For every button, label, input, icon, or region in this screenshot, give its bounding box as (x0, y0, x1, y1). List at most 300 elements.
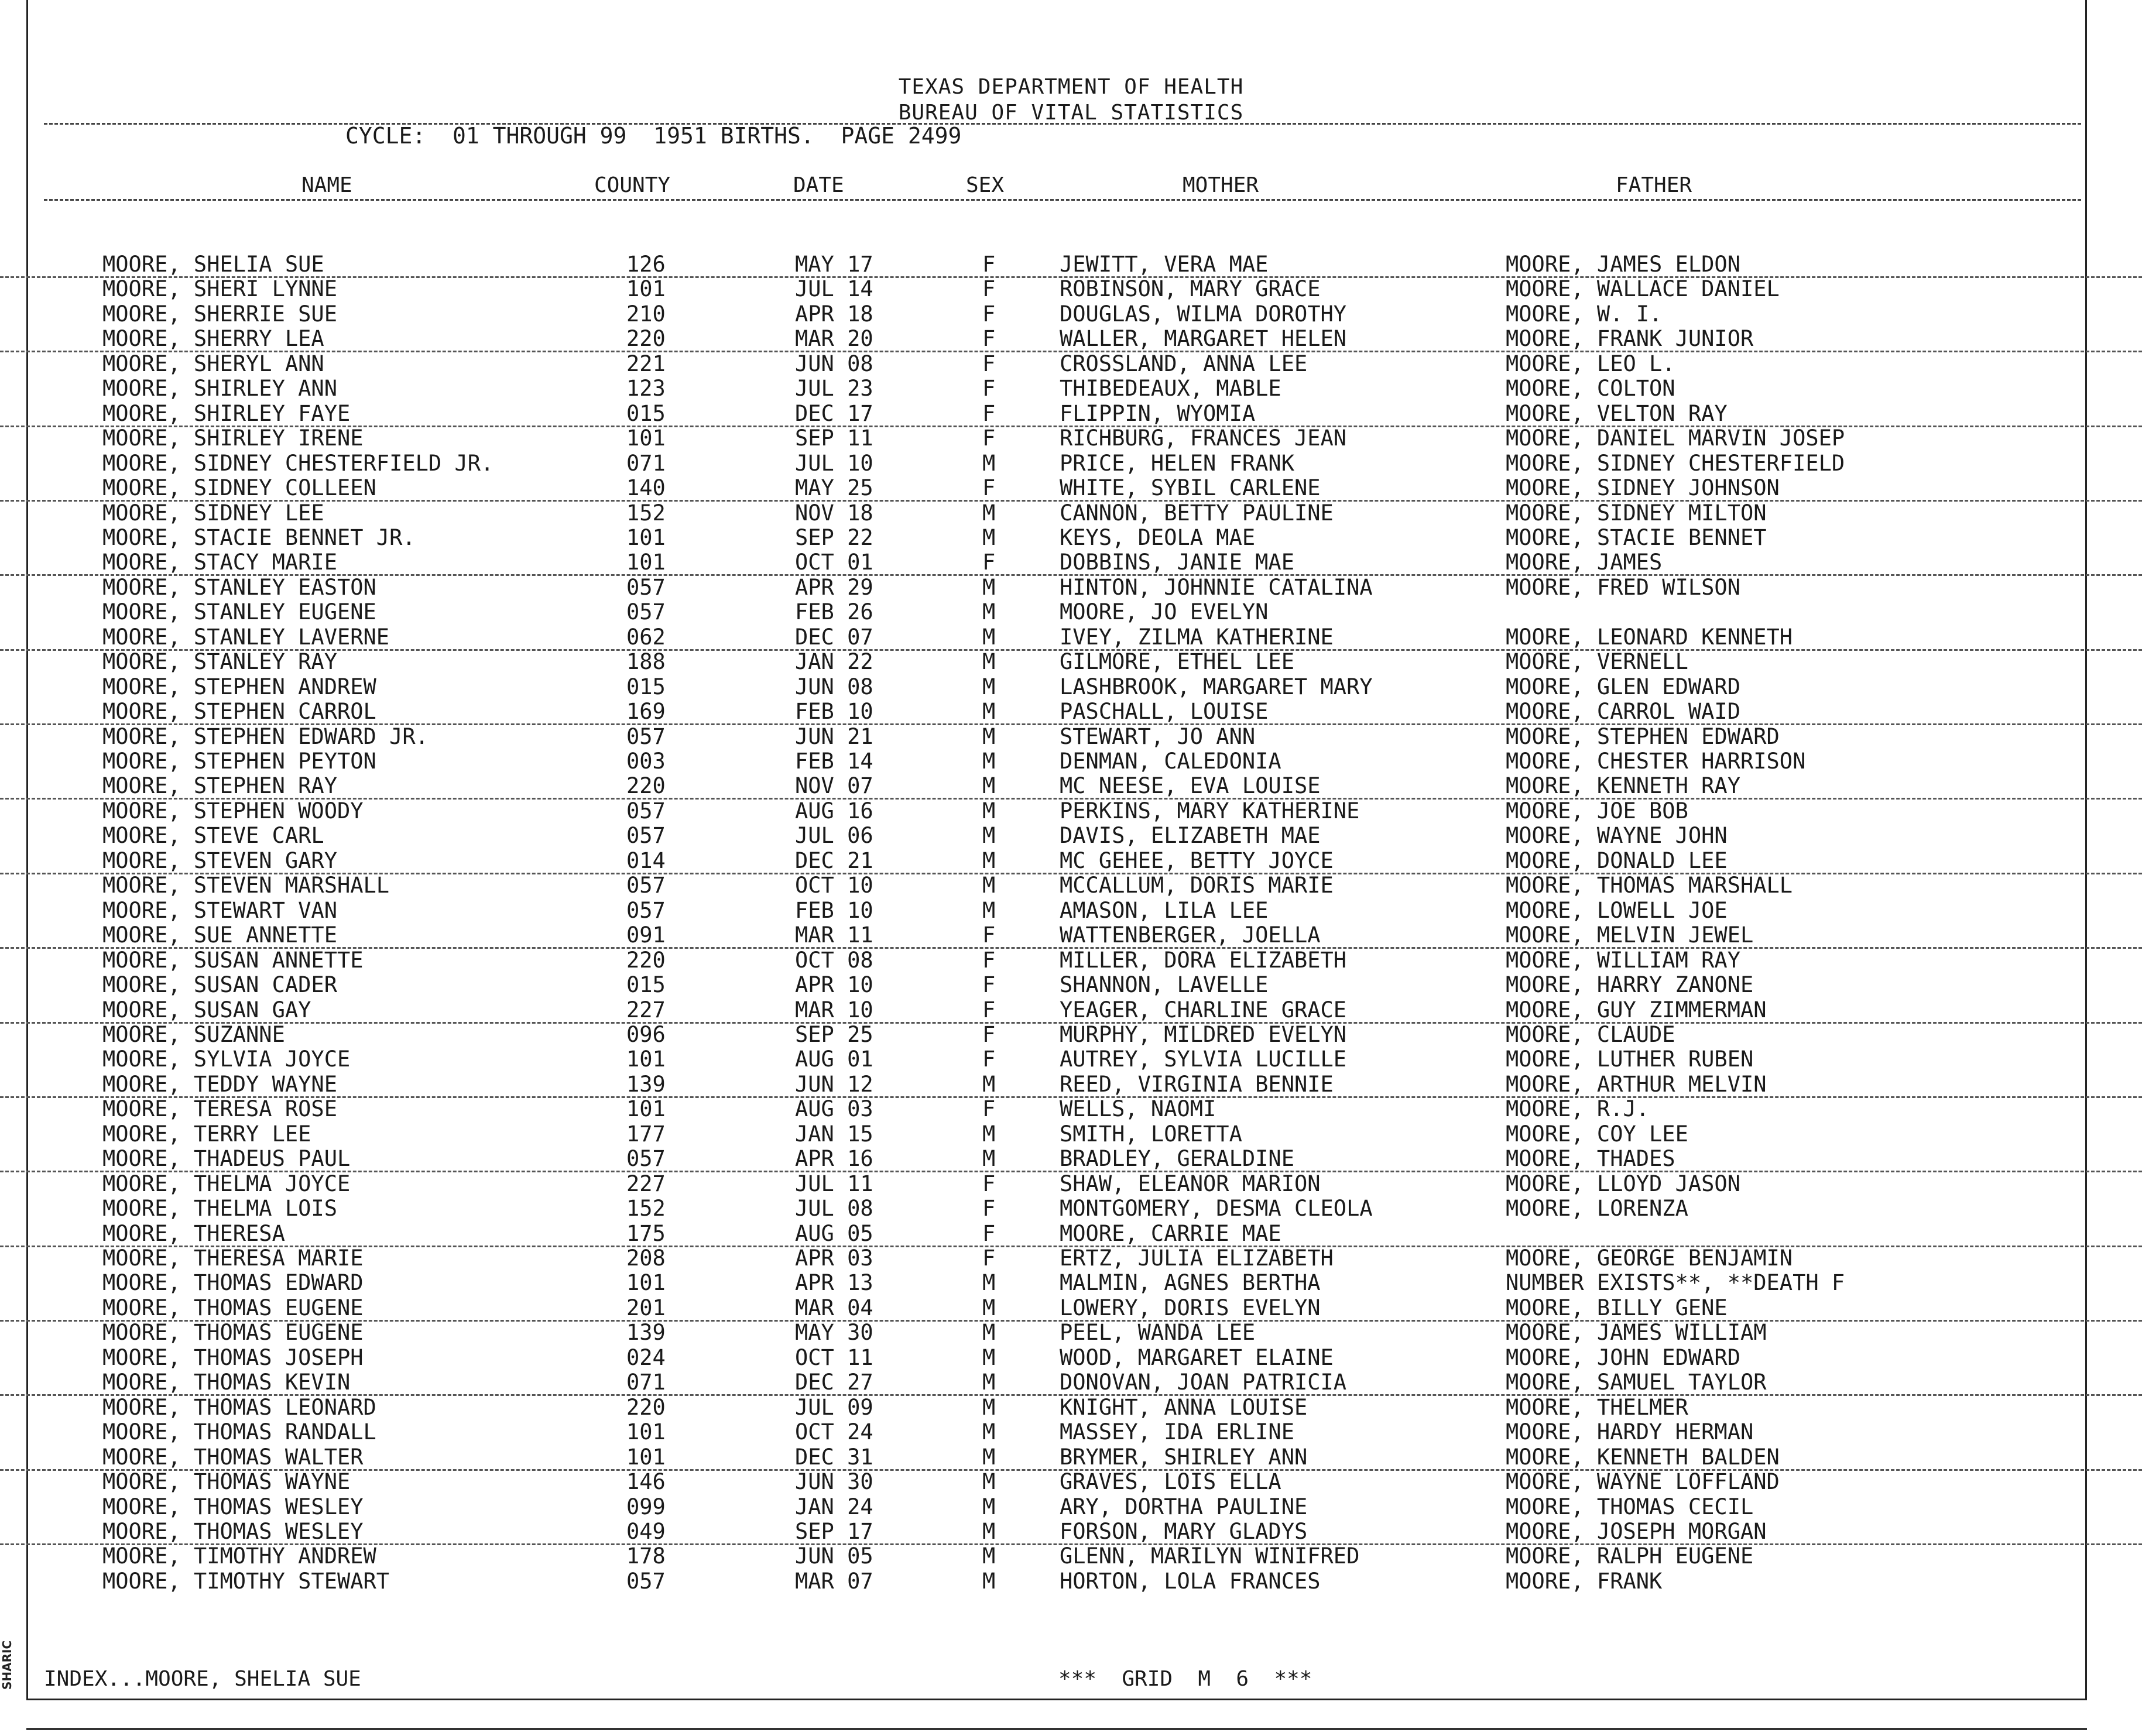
cell-name: MOORE, THOMAS LEONARD (102, 1395, 376, 1420)
cell-sex: M (982, 1295, 996, 1320)
cell-date: JUL 11 (795, 1171, 873, 1196)
cell-mother: DOBBINS, JANIE MAE (1060, 550, 1294, 575)
cell-county: 003 (626, 749, 666, 774)
column-header-rule (44, 199, 2081, 201)
cell-mother: DONOVAN, JOAN PATRICIA (1060, 1370, 1347, 1395)
cell-date: SEP 22 (795, 525, 873, 550)
table-row (0, 1370, 2142, 1396)
cell-name: MOORE, THOMAS WESLEY (102, 1519, 364, 1544)
cell-name: MOORE, SIDNEY CHESTERFIELD JR. (102, 451, 494, 476)
cell-county: 227 (626, 1171, 666, 1196)
cell-date: APR 10 (795, 972, 873, 997)
cell-county: 101 (626, 1419, 666, 1445)
cell-sex: M (982, 823, 996, 848)
cell-father: MOORE, LUTHER RUBEN (1506, 1047, 1754, 1072)
cell-father: MOORE, WAYNE LOFFLAND (1506, 1469, 1780, 1494)
cell-mother: GILMORE, ETHEL LEE (1060, 649, 1294, 674)
cell-sex: M (982, 500, 996, 526)
cell-name: MOORE, STEPHEN CARROL (102, 699, 376, 724)
cell-mother: LASHBROOK, MARGARET MARY (1060, 674, 1373, 699)
cell-sex: F (982, 475, 996, 500)
cell-mother: MC GEHEE, BETTY JOYCE (1060, 848, 1334, 873)
cell-mother: AMASON, LILA LEE (1060, 898, 1269, 923)
cell-date: APR 03 (795, 1246, 873, 1271)
cell-mother: MURPHY, MILDRED EVELYN (1060, 1022, 1347, 1047)
cell-sex: M (982, 1419, 996, 1445)
cell-sex: F (982, 401, 996, 426)
cell-county: 057 (626, 898, 666, 923)
cell-name: MOORE, STANLEY EUGENE (102, 599, 376, 625)
table-row (0, 674, 2142, 699)
cell-father: MOORE, VELTON RAY (1506, 401, 1728, 426)
cell-name: MOORE, STEPHEN RAY (102, 773, 337, 798)
cell-date: JUN 08 (795, 674, 873, 699)
cell-mother: HORTON, LOLA FRANCES (1060, 1569, 1321, 1594)
cell-county: 099 (626, 1494, 666, 1519)
cell-date: FEB 14 (795, 749, 873, 774)
cell-sex: M (982, 724, 996, 749)
cell-date: NOV 07 (795, 773, 873, 798)
cell-name: MOORE, THOMAS EUGENE (102, 1320, 364, 1345)
cell-name: MOORE, THELMA JOYCE (102, 1171, 351, 1196)
table-row (0, 426, 2142, 450)
cell-father: MOORE, LEONARD KENNETH (1506, 625, 1793, 650)
cell-father: MOORE, RALPH EUGENE (1506, 1543, 1754, 1569)
cell-date: JUL 06 (795, 823, 873, 848)
cell-sex: M (982, 599, 996, 625)
cell-mother: SMITH, LORETTA (1060, 1121, 1242, 1147)
cell-name: MOORE, THOMAS KEVIN (102, 1370, 351, 1395)
cell-county: 101 (626, 1445, 666, 1470)
cell-sex: M (982, 1121, 996, 1147)
cell-father: MOORE, SIDNEY MILTON (1506, 500, 1767, 526)
cell-name: MOORE, STEWART VAN (102, 898, 337, 923)
cell-sex: M (982, 798, 996, 824)
cell-father: MOORE, WAYNE JOHN (1506, 823, 1728, 848)
cell-county: 101 (626, 1270, 666, 1295)
cell-father: MOORE, KENNETH RAY (1506, 773, 1740, 798)
cell-sex: M (982, 699, 996, 724)
cell-name: MOORE, STEPHEN ANDREW (102, 674, 376, 699)
cell-date: OCT 24 (795, 1419, 873, 1445)
cell-mother: REED, VIRGINIA BENNIE (1060, 1072, 1334, 1097)
cell-mother: HINTON, JOHNNIE CATALINA (1060, 575, 1373, 600)
cell-county: 057 (626, 798, 666, 824)
table-row (0, 922, 2142, 949)
cell-mother: WOOD, MARGARET ELAINE (1060, 1345, 1334, 1370)
cell-county: 221 (626, 351, 666, 376)
footer-grid: *** GRID M 6 *** (1058, 1667, 1312, 1691)
cell-name: MOORE, STEVEN GARY (102, 848, 337, 873)
table-row (0, 997, 2142, 1024)
cell-date: JUL 08 (795, 1196, 873, 1221)
cell-date: JUN 21 (795, 724, 873, 749)
cell-county: 091 (626, 922, 666, 948)
cell-date: MAY 25 (795, 475, 873, 500)
cell-date: MAR 07 (795, 1569, 873, 1594)
cell-father: MOORE, FRANK (1506, 1569, 1663, 1594)
cell-date: DEC 27 (795, 1370, 873, 1395)
cell-sex: F (982, 1221, 996, 1246)
cell-father: MOORE, COY LEE (1506, 1121, 1688, 1147)
cell-mother: IVEY, ZILMA KATHERINE (1060, 625, 1334, 650)
cell-date: APR 29 (795, 575, 873, 600)
cell-date: MAR 04 (795, 1295, 873, 1320)
cell-county: 126 (626, 252, 666, 277)
cell-county: 123 (626, 376, 666, 401)
side-stamp: SHARIC (0, 1640, 14, 1690)
cell-county: 057 (626, 1569, 666, 1594)
cell-name: MOORE, SUSAN GAY (102, 997, 311, 1023)
table-row (0, 699, 2142, 725)
cell-sex: F (982, 326, 996, 351)
cell-father: MOORE, FRANK JUNIOR (1506, 326, 1754, 351)
cell-name: MOORE, SUZANNE (102, 1022, 285, 1047)
table-row (0, 848, 2142, 874)
cell-father: MOORE, KENNETH BALDEN (1506, 1445, 1780, 1470)
cell-mother: FORSON, MARY GLADYS (1060, 1519, 1308, 1544)
cell-sex: F (982, 376, 996, 401)
cell-mother: BRADLEY, GERALDINE (1060, 1146, 1294, 1171)
cell-date: OCT 01 (795, 550, 873, 575)
cell-mother: WATTENBERGER, JOELLA (1060, 922, 1321, 948)
cell-mother: MCCALLUM, DORIS MARIE (1060, 873, 1334, 898)
cell-date: SEP 17 (795, 1519, 873, 1544)
cell-name: MOORE, STANLEY EASTON (102, 575, 376, 600)
cell-county: 096 (626, 1022, 666, 1047)
cell-name: MOORE, SHERYL ANN (102, 351, 324, 376)
cell-date: JUN 05 (795, 1543, 873, 1569)
cell-date: DEC 21 (795, 848, 873, 873)
cell-name: MOORE, THOMAS RANDALL (102, 1419, 376, 1445)
table-row (0, 1519, 2142, 1545)
header-agency: TEXAS DEPARTMENT OF HEALTH (898, 75, 1244, 99)
cell-name: MOORE, SUE ANNETTE (102, 922, 337, 948)
cell-sex: M (982, 1445, 996, 1470)
cell-name: MOORE, SHIRLEY IRENE (102, 426, 364, 451)
table-row (0, 252, 2142, 278)
cell-father: MOORE, JAMES ELDON (1506, 252, 1740, 277)
cell-date: JAN 22 (795, 649, 873, 674)
cell-sex: F (982, 550, 996, 575)
cell-county: 101 (626, 525, 666, 550)
table-row (0, 1121, 2142, 1146)
cell-date: APR 13 (795, 1270, 873, 1295)
cell-county: 101 (626, 426, 666, 451)
cell-mother: WHITE, SYBIL CARLENE (1060, 475, 1321, 500)
table-row (0, 401, 2142, 427)
col-header-name: NAME (301, 173, 352, 197)
table-row (0, 1221, 2142, 1247)
cell-county: 139 (626, 1320, 666, 1345)
cell-county: 101 (626, 550, 666, 575)
cell-date: JUL 14 (795, 276, 873, 301)
cell-county: 220 (626, 1395, 666, 1420)
cell-father: MOORE, GLEN EDWARD (1506, 674, 1740, 699)
col-header-date: DATE (793, 173, 844, 197)
table-row (0, 898, 2142, 922)
cell-mother: YEAGER, CHARLINE GRACE (1060, 997, 1347, 1023)
table-row (0, 1395, 2142, 1419)
cell-sex: M (982, 1543, 996, 1569)
table-row (0, 873, 2142, 897)
cell-county: 101 (626, 1047, 666, 1072)
table-row (0, 500, 2142, 525)
cell-date: JUN 08 (795, 351, 873, 376)
cell-county: 210 (626, 301, 666, 327)
cell-county: 057 (626, 873, 666, 898)
cell-father: MOORE, STACIE BENNET (1506, 525, 1767, 550)
cell-mother: PASCHALL, LOUISE (1060, 699, 1269, 724)
cell-name: MOORE, STEPHEN WOODY (102, 798, 364, 824)
cell-county: 201 (626, 1295, 666, 1320)
cell-county: 057 (626, 724, 666, 749)
cell-father: MOORE, W. I. (1506, 301, 1663, 327)
cell-county: 175 (626, 1221, 666, 1246)
cell-father: MOORE, DONALD LEE (1506, 848, 1728, 873)
cell-sex: F (982, 276, 996, 301)
cell-mother: DENMAN, CALEDONIA (1060, 749, 1281, 774)
cell-mother: ARY, DORTHA PAULINE (1060, 1494, 1308, 1519)
cell-father: MOORE, LLOYD JASON (1506, 1171, 1740, 1196)
cell-father: MOORE, STEPHEN EDWARD (1506, 724, 1780, 749)
cell-date: DEC 31 (795, 1445, 873, 1470)
cell-county: 024 (626, 1345, 666, 1370)
cell-sex: F (982, 922, 996, 948)
cell-name: MOORE, THADEUS PAUL (102, 1146, 351, 1171)
cell-sex: M (982, 749, 996, 774)
cell-county: 071 (626, 1370, 666, 1395)
bottom-rule (26, 1728, 2087, 1730)
cell-father: MOORE, R.J. (1506, 1096, 1650, 1121)
cell-sex: M (982, 1072, 996, 1097)
cell-mother: PERKINS, MARY KATHERINE (1060, 798, 1360, 824)
cell-father: MOORE, COLTON (1506, 376, 1675, 401)
table-row (0, 649, 2142, 674)
cell-sex: M (982, 1569, 996, 1594)
cell-county: 152 (626, 500, 666, 526)
cell-father: MOORE, WALLACE DANIEL (1506, 276, 1780, 301)
cell-sex: M (982, 525, 996, 550)
cell-mother: SHANNON, LAVELLE (1060, 972, 1269, 997)
cell-father: MOORE, JAMES (1506, 550, 1663, 575)
cell-sex: F (982, 426, 996, 451)
cell-date: JUL 09 (795, 1395, 873, 1420)
cell-name: MOORE, STANLEY RAY (102, 649, 337, 674)
cell-mother: ROBINSON, MARY GRACE (1060, 276, 1321, 301)
cell-name: MOORE, STANLEY LAVERNE (102, 625, 390, 650)
col-header-county: COUNTY (594, 173, 671, 197)
cell-name: MOORE, SUSAN CADER (102, 972, 337, 997)
cell-father: MOORE, CARROL WAID (1506, 699, 1740, 724)
cell-sex: M (982, 873, 996, 898)
table-row (0, 376, 2142, 400)
cell-mother: KNIGHT, ANNA LOUISE (1060, 1395, 1308, 1420)
table-row (0, 823, 2142, 848)
cell-father: MOORE, LEO L. (1506, 351, 1675, 376)
cell-sex: M (982, 1469, 996, 1494)
cell-name: MOORE, THOMAS WALTER (102, 1445, 364, 1470)
table-row (0, 1270, 2142, 1295)
table-row (0, 749, 2142, 773)
cell-date: JUL 23 (795, 376, 873, 401)
cell-county: 220 (626, 326, 666, 351)
table-row (0, 798, 2142, 823)
cell-date: JAN 15 (795, 1121, 873, 1147)
table-row (0, 948, 2142, 972)
cell-name: MOORE, STEVEN MARSHALL (102, 873, 390, 898)
header-bureau: BUREAU OF VITAL STATISTICS (898, 101, 1244, 125)
cell-sex: M (982, 898, 996, 923)
cell-date: APR 18 (795, 301, 873, 327)
cell-date: AUG 05 (795, 1221, 873, 1246)
cell-sex: M (982, 1519, 996, 1544)
cell-county: 015 (626, 972, 666, 997)
cell-date: JUL 10 (795, 451, 873, 476)
cell-name: MOORE, TERESA ROSE (102, 1096, 337, 1121)
cell-father: MOORE, HARRY ZANONE (1506, 972, 1754, 997)
cell-mother: GRAVES, LOIS ELLA (1060, 1469, 1281, 1494)
cell-mother: LOWERY, DORIS EVELYN (1060, 1295, 1321, 1320)
cell-father: MOORE, DANIEL MARVIN JOSEP (1506, 426, 1845, 451)
cell-county: 057 (626, 823, 666, 848)
cell-father: MOORE, GUY ZIMMERMAN (1506, 997, 1767, 1023)
table-row (0, 326, 2142, 352)
cell-father: MOORE, JOE BOB (1506, 798, 1688, 824)
cell-sex: F (982, 1022, 996, 1047)
cell-date: JUN 30 (795, 1469, 873, 1494)
cell-father: MOORE, LOWELL JOE (1506, 898, 1728, 923)
cell-sex: F (982, 1246, 996, 1271)
cell-father: MOORE, HARDY HERMAN (1506, 1419, 1754, 1445)
cell-sex: M (982, 575, 996, 600)
cell-county: 152 (626, 1196, 666, 1221)
cell-date: SEP 25 (795, 1022, 873, 1047)
cell-sex: M (982, 1395, 996, 1420)
cell-name: MOORE, SHELIA SUE (102, 252, 324, 277)
table-row (0, 351, 2142, 376)
table-row (0, 475, 2142, 502)
col-header-sex: SEX (966, 173, 1005, 197)
cell-county: 188 (626, 649, 666, 674)
cell-name: MOORE, SHERRIE SUE (102, 301, 337, 327)
cell-father: MOORE, FRED WILSON (1506, 575, 1740, 600)
table-row (0, 599, 2142, 624)
cell-sex: M (982, 1345, 996, 1370)
cell-mother: KEYS, DEOLA MAE (1060, 525, 1256, 550)
cell-father: MOORE, THOMAS CECIL (1506, 1494, 1754, 1519)
cycle-line: CYCLE: 01 THROUGH 99 1951 BIRTHS. PAGE 2499 (345, 123, 962, 149)
cell-name: MOORE, SHERI LYNNE (102, 276, 337, 301)
cell-county: 220 (626, 948, 666, 973)
cell-sex: M (982, 625, 996, 650)
cell-mother: DAVIS, ELIZABETH MAE (1060, 823, 1321, 848)
cell-father: MOORE, JOSEPH MORGAN (1506, 1519, 1767, 1544)
cell-date: OCT 08 (795, 948, 873, 973)
cell-name: MOORE, STEVE CARL (102, 823, 324, 848)
cell-name: MOORE, SHIRLEY FAYE (102, 401, 351, 426)
cell-father: MOORE, SIDNEY JOHNSON (1506, 475, 1780, 500)
col-header-mother: MOTHER (1183, 173, 1259, 197)
cell-name: MOORE, THERESA (102, 1221, 285, 1246)
cell-sex: F (982, 1196, 996, 1221)
cell-sex: F (982, 301, 996, 327)
cell-county: 057 (626, 575, 666, 600)
cell-mother: AUTREY, SYLVIA LUCILLE (1060, 1047, 1347, 1072)
cell-father: MOORE, JOHN EDWARD (1506, 1345, 1740, 1370)
cell-sex: F (982, 252, 996, 277)
cell-sex: M (982, 674, 996, 699)
cell-name: MOORE, THOMAS WESLEY (102, 1494, 364, 1519)
cell-father: MOORE, THELMER (1506, 1395, 1688, 1420)
cell-mother: MC NEESE, EVA LOUISE (1060, 773, 1321, 798)
cell-name: MOORE, STACIE BENNET JR. (102, 525, 416, 550)
cell-name: MOORE, TEDDY WAYNE (102, 1072, 337, 1097)
cell-sex: M (982, 1370, 996, 1395)
cell-name: MOORE, TIMOTHY STEWART (102, 1569, 390, 1594)
cell-mother: MALMIN, AGNES BERTHA (1060, 1270, 1321, 1295)
cell-name: MOORE, SYLVIA JOYCE (102, 1047, 351, 1072)
cell-county: 208 (626, 1246, 666, 1271)
cell-county: 139 (626, 1072, 666, 1097)
cell-date: SEP 11 (795, 426, 873, 451)
table-row (0, 301, 2142, 326)
cell-name: MOORE, THELMA LOIS (102, 1196, 337, 1221)
cell-date: APR 16 (795, 1146, 873, 1171)
cell-father: NUMBER EXISTS**, **DEATH F (1506, 1270, 1845, 1295)
table-row (0, 1196, 2142, 1220)
table-row (0, 972, 2142, 997)
cell-mother: MOORE, JO EVELYN (1060, 599, 1269, 625)
cell-date: AUG 16 (795, 798, 873, 824)
table-row (0, 1295, 2142, 1322)
cell-mother: BRYMER, SHIRLEY ANN (1060, 1445, 1308, 1470)
cell-name: MOORE, STACY MARIE (102, 550, 337, 575)
cell-mother: THIBEDEAUX, MABLE (1060, 376, 1281, 401)
cell-name: MOORE, THOMAS WAYNE (102, 1469, 351, 1494)
cell-county: 057 (626, 599, 666, 625)
cell-father: MOORE, LORENZA (1506, 1196, 1688, 1221)
cell-name: MOORE, SHIRLEY ANN (102, 376, 337, 401)
table-row (0, 550, 2142, 576)
table-row (0, 1469, 2142, 1494)
cell-date: DEC 07 (795, 625, 873, 650)
cell-name: MOORE, SIDNEY LEE (102, 500, 324, 526)
cell-county: 062 (626, 625, 666, 650)
cell-date: MAY 17 (795, 252, 873, 277)
cell-mother: MONTGOMERY, DESMA CLEOLA (1060, 1196, 1373, 1221)
cell-name: MOORE, SUSAN ANNETTE (102, 948, 364, 973)
cell-county: 049 (626, 1519, 666, 1544)
table-row (0, 276, 2142, 301)
cell-name: MOORE, THOMAS EUGENE (102, 1295, 364, 1320)
cell-father: MOORE, VERNELL (1506, 649, 1688, 674)
cell-date: DEC 17 (795, 401, 873, 426)
cell-sex: F (982, 972, 996, 997)
table-row (0, 1320, 2142, 1344)
cell-name: MOORE, STEPHEN PEYTON (102, 749, 376, 774)
col-header-father: FATHER (1616, 173, 1692, 197)
cell-mother: PRICE, HELEN FRANK (1060, 451, 1294, 476)
cell-mother: WELLS, NAOMI (1060, 1096, 1216, 1121)
cell-sex: F (982, 948, 996, 973)
cell-mother: MILLER, DORA ELIZABETH (1060, 948, 1347, 973)
cell-county: 071 (626, 451, 666, 476)
cell-sex: M (982, 1270, 996, 1295)
cell-county: 014 (626, 848, 666, 873)
cell-date: JAN 24 (795, 1494, 873, 1519)
table-row (0, 1096, 2142, 1121)
